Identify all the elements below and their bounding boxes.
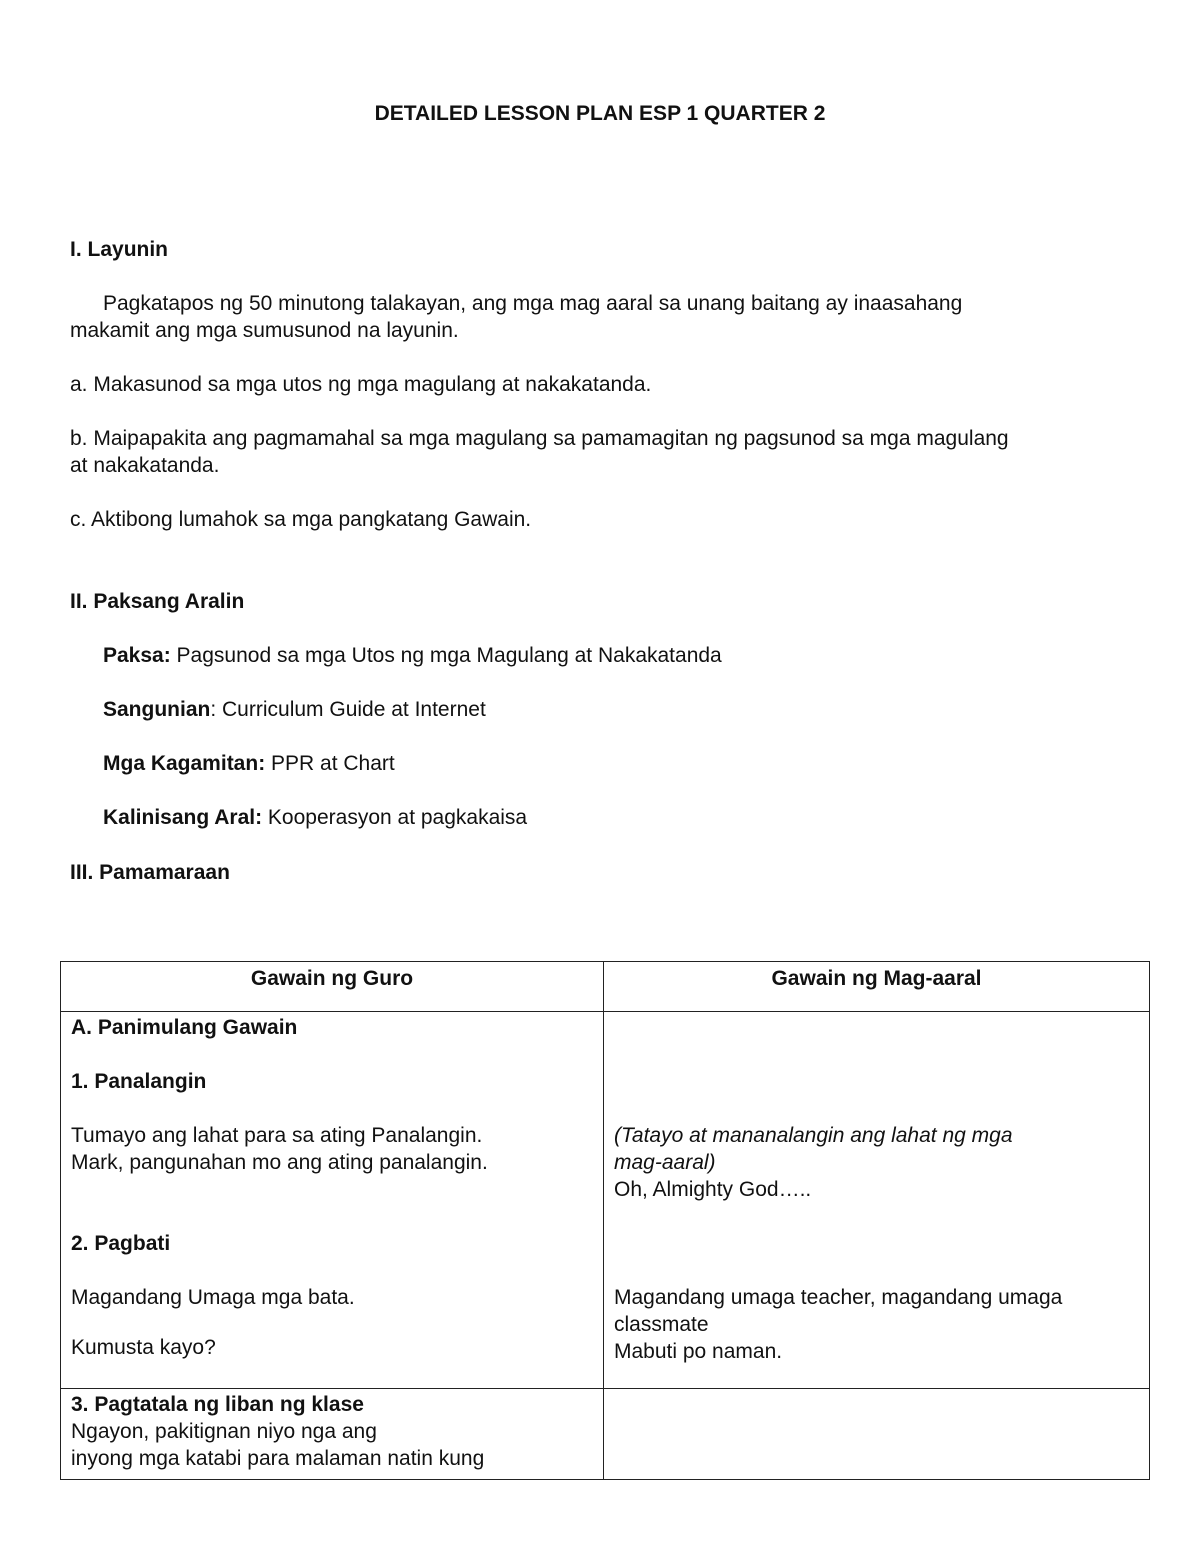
paksa-line: [103, 642, 1173, 669]
panalangin-line-1: Tumayo ang lahat para sa ating Panalangin.: [71, 1124, 483, 1147]
greeting-line-3: Mabuti po naman.: [614, 1340, 783, 1363]
pagbati-heading: 2. Pagbati: [71, 1232, 171, 1255]
sanggunian-label: Sangunian: [103, 698, 211, 721]
student-cell-intro: [604, 1012, 1150, 1389]
kagamitan-label: Mga Kagamitan:: [103, 752, 266, 775]
objective-a: a. Makasunod sa mga utos ng mga magulang at nakakatanda.: [70, 373, 652, 396]
prayer-note-line-2: mag-aaral): [614, 1151, 716, 1174]
pagtatala-heading: 3. Pagtatala ng liban ng klase: [71, 1393, 364, 1416]
prayer-text: Oh, Almighty God…..: [614, 1178, 812, 1201]
intro-line-1: Pagkatapos ng 50 minutong talakayan, ang mga mag aaral sa unang baitang ay inaasahang: [103, 292, 963, 315]
aral-line: [103, 804, 1173, 831]
student-cell-attendance: [604, 1389, 1150, 1480]
table-row: [61, 1012, 1150, 1389]
section-heading-pamamaraan: III. Pamamaraan: [70, 861, 230, 884]
kagamitan-value: PPR at Chart: [265, 752, 395, 775]
intro-line-2: makamit ang mga sumusunod na layunin.: [70, 319, 459, 342]
pagtatala-line-2: inyong mga katabi para malaman natin kung: [71, 1447, 485, 1470]
panalangin-line-2: Mark, pangunahan mo ang ating panalangin.: [71, 1151, 488, 1174]
pagbati-line-1: Magandang Umaga mga bata.: [71, 1286, 355, 1309]
paksa-label: Paksa:: [103, 644, 171, 667]
teacher-cell-attendance: [61, 1389, 604, 1480]
prayer-note-line-1: (Tatayo at mananalangin ang lahat ng mga: [614, 1124, 1013, 1147]
panalangin-heading: 1. Panalangin: [71, 1070, 207, 1093]
header-student-activity: Gawain ng Mag-aaral: [604, 962, 1150, 1012]
sanggunian-line: [103, 696, 1173, 723]
table-row: [61, 1389, 1150, 1480]
objective-c: c. Aktibong lumahok sa mga pangkatang Gawain.: [70, 508, 532, 531]
panimulang-gawain-heading: A. Panimulang Gawain: [71, 1016, 298, 1039]
paksa-value: Pagsunod sa mga Utos ng mga Magulang at Nakakatanda: [170, 644, 722, 667]
section-heading-layunin: I. Layunin: [70, 238, 169, 261]
sanggunian-value: : Curriculum Guide at Internet: [210, 698, 486, 721]
greeting-line-1: Magandang umaga teacher, magandang umaga: [614, 1286, 1063, 1309]
document-title: DETAILED LESSON PLAN ESP 1 QUARTER 2: [374, 102, 826, 125]
table-header-row: [61, 962, 1150, 1012]
kagamitan-line: [103, 750, 1173, 777]
objective-b-line-2: at nakakatanda.: [70, 454, 220, 477]
aral-label: Kalinisang Aral:: [103, 806, 263, 829]
greeting-line-2: classmate: [614, 1313, 709, 1336]
teacher-cell-intro: [61, 1012, 604, 1389]
aral-value: Kooperasyon at pagkakaisa: [262, 806, 528, 829]
lesson-procedure-table: [60, 961, 1150, 1480]
section-heading-paksang-aralin: II. Paksang Aralin: [70, 590, 245, 613]
pagbati-line-2: Kumusta kayo?: [71, 1336, 216, 1359]
objective-b-line-1: b. Maipapakita ang pagmamahal sa mga magulang sa pamamagitan ng pagsunod sa mga magulang: [70, 427, 1009, 450]
header-teacher-activity: Gawain ng Guro: [61, 962, 604, 1012]
pagtatala-line-1: Ngayon, pakitignan niyo nga ang: [71, 1420, 377, 1443]
